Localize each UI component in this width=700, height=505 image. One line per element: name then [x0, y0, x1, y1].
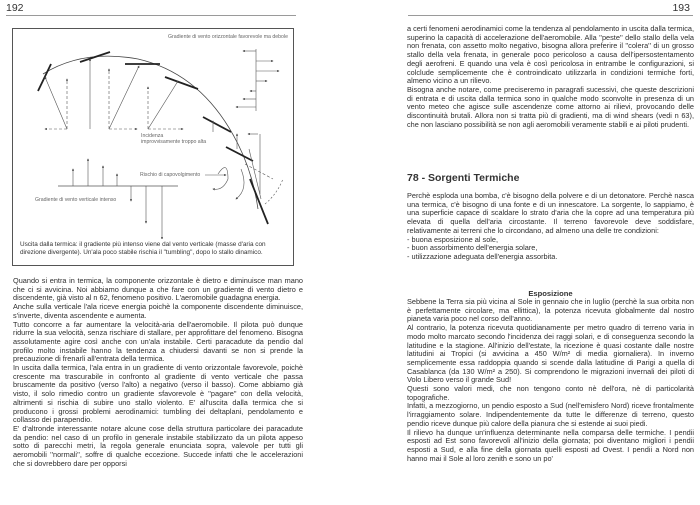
- header-rule: [408, 15, 693, 16]
- section-title: 78 - Sorgenti Termiche: [407, 172, 520, 184]
- thermal-exit-diagram: [12, 28, 294, 266]
- tumbling-risk-label: Rischio di capovolgimento: [140, 172, 201, 178]
- condition-item: - buona esposizione al sole,: [407, 234, 499, 244]
- figure-caption: Uscita dalla termica: il gradiente più intenso viene dal vento verticale (masse d'aria con direzione divergente). Un'ala poco stabile rischia il "tumbling", dopo lo stallo dinamico.: [20, 241, 266, 256]
- paragraph: E' d'altronde interessante notare alcune cose della struttura particolare dei paracadute da pendio: nel caso di un profilo in generale instabile stabilizzato da un pilota appeso sotto di parecchi metri, la regola generale enunciata sopra, valevole per tutti gli aeromobili ''normali'', soffre di qualche eccezione. Succede infatti che le accelerazioni che si dovrebbero dare per opporsi: [13, 423, 303, 468]
- condition-item: - buon assorbimento dell'energia solare,: [407, 243, 538, 253]
- paragraph: Sebbene la Terra sia più vicina al Sole in gennaio che in luglio (perchè la sua orbita non è perfettamente circolare, ma ellittica), la potenza ricevuta globalmente dal nostro pianeta varia poco nel corso dell'anno.: [407, 297, 694, 324]
- subheading-esposizione: Esposizione: [528, 289, 573, 298]
- paragraph: Tutto concorre a far aumentare la velocità-aria dell'aeromobile. Il pilota può dunque ridurre la sua velocità, senza rischiare di stallare, per approfittare del fenomeno. Bisogna assolutamente agire così anche con un'ala instabile. Certi paracadute da pendio dal profilo molto instabile hanno la tendenza a chiudersi davanti se non si prende la precauzione di frenarli all'entrata della termica.: [13, 319, 303, 364]
- paragraph: Anche sulla verticale l'ala riceve energia poichè la componente discendente diminuisce, s'inverte, diventa ascendente e aumenta.: [13, 302, 303, 320]
- paragraph: a certi fenomeni aerodinamici come la tendenza al pendolamento in uscita dalla termica, superino la capacità di accelerazione dell'aeromobile. Alla ''peste'' dello stallo della vela non frenata, con assetto molto negativo, bisogna allora preferire il ''colera'' di un grosso stallo della vela frenata, in generale poco pericoloso a causa dell'ipersostentamento degli aerofreni. E quando una vela è così pericolosa in entrambe le configurazioni, si colclude semplicemente che è controindicato utilizzarla in condizioni termiche forti, almeno vicino a un rilievo.: [407, 24, 694, 86]
- paragraph: In uscita dalla termica, l'ala entra in un gradiente di vento orizzontale favorevole, poichè crescente ma trascurabile in confronto al gradiente di vento verticale che passa bruscamente da positivo (verso l'alto) a negativo (verso il basso). Come abbiamo già visto, il solo rimedio contro un gradiente sfavorevole è ''pagare'' con della velocità, altrimenti si rischia di subire uno stallo violento. E' all'uscita dalla termica che si producono i grossi problemi aerodinamici: tumbling dei deltaplani, pendolamento e collasso dei parapendio.: [13, 363, 303, 425]
- right-page: [350, 0, 700, 505]
- left-body-text: [13, 277, 303, 468]
- paragraph: Questi sono valori medi, che non tengono conto nè dell'ora, nè di particolarità topografiche.: [407, 384, 694, 402]
- page-number: 192: [6, 2, 24, 14]
- right-body-text-bottom: [407, 298, 694, 463]
- right-body-text-top: [407, 25, 694, 129]
- paragraph: Il rilievo ha dunque un'influenza determinante nella comparsa delle termiche. I pendii esposti ad Est sono favorevoli all'inizio della giornata; poi diventano migliori i pendii esposti a Sud, e alla fine della giornata quelli esposti ad Ovest. I pendii a Nord non hanno mai il Sole al loro zenith e sono un po': [407, 427, 694, 463]
- vertical-gradient-label: Gradiente di vento verticale intenso: [35, 197, 117, 203]
- section-intro: [407, 192, 694, 262]
- incidence-label: Incidenza: [141, 133, 164, 139]
- paragraph: Perchè esploda una bomba, c'è bisogno della polvere e di un detonatore. Perchè nasca una termica, c'è bisogno di una fonte e di un innescatore. La sorgente, lo sappiamo, è una superficie capace di scaldare lo strato d'aria che la copre ad una temperatura più elevata di quella dell'aria circostante. Il terreno favorevole deve soddisfare, relativamente ai terreni che lo circondano, ad almeno una delle tre condizioni:: [407, 191, 694, 235]
- paragraph: Infatti, a mezzogiorno, un pendio esposto a Sud (nell'emisfero Nord) riceve frontalmente l'irraggiamento solare. Indipendentemente da tutte le differenze di terreno, questo pendio riceve dunque più calore della pianura che si estende ai suoi piedi.: [407, 401, 694, 428]
- header-rule: [6, 15, 296, 16]
- condition-item: - utilizzazione adeguata dell'energia assorbita.: [407, 251, 558, 261]
- paragraph: Al contrario, la potenza ricevuta quotidianamente per metro quadro di terreno varia in modo molto marcato secondo l'incidenza dei raggi solari, e di conseguenza secondo la latitudine e la stagione. All'inizio dell'estate, la ricezione è quasi costante dalle nostre latitudini ai Tropici (si avvicina a 450 W/m² di media giornaliera). In inverno semplicemente essa raddoppia quando si scende dalla latitudine di Parigi a quella di Casablanca (da 130 W/m² a 250). Si comprendono le migrazioni invernali dei piloti di Volo Libero verso il grande Sud!: [407, 323, 694, 385]
- paragraph: Bisogna anche notare, come preciseremo in paragrafi sucessivi, che queste descrizioni di entrata e di uscita dalla termica sono in qualche modo sconvolte in presenza di un vento meteo che agisce sulle ascendenze come attorno ai rilievi, provocando delle discontinuità brutali. Allora non si tratta più di gradienti, ma di wind shears (vedi n 63), che non lasciano possibilità se non agli aeromobili veramente stabili e ai piloti prudenti.: [407, 84, 694, 129]
- page-number: 193: [672, 2, 690, 14]
- horizontal-gradient-label: Gradiente di vento orizzontale favorevole ma debole: [168, 34, 288, 40]
- incidence-label-2: improvvisamente troppo alta: [141, 139, 207, 145]
- paragraph: Quando si entra in termica, la componente orizzontale è dietro e diminuisce man mano che ci si avvicina. Noi abbiamo dunque a che fare con un gradiente di vento dietro e discendente, già visto al n 62, fenomeno positivo. L'aeromobile guadagna energia.: [13, 276, 303, 303]
